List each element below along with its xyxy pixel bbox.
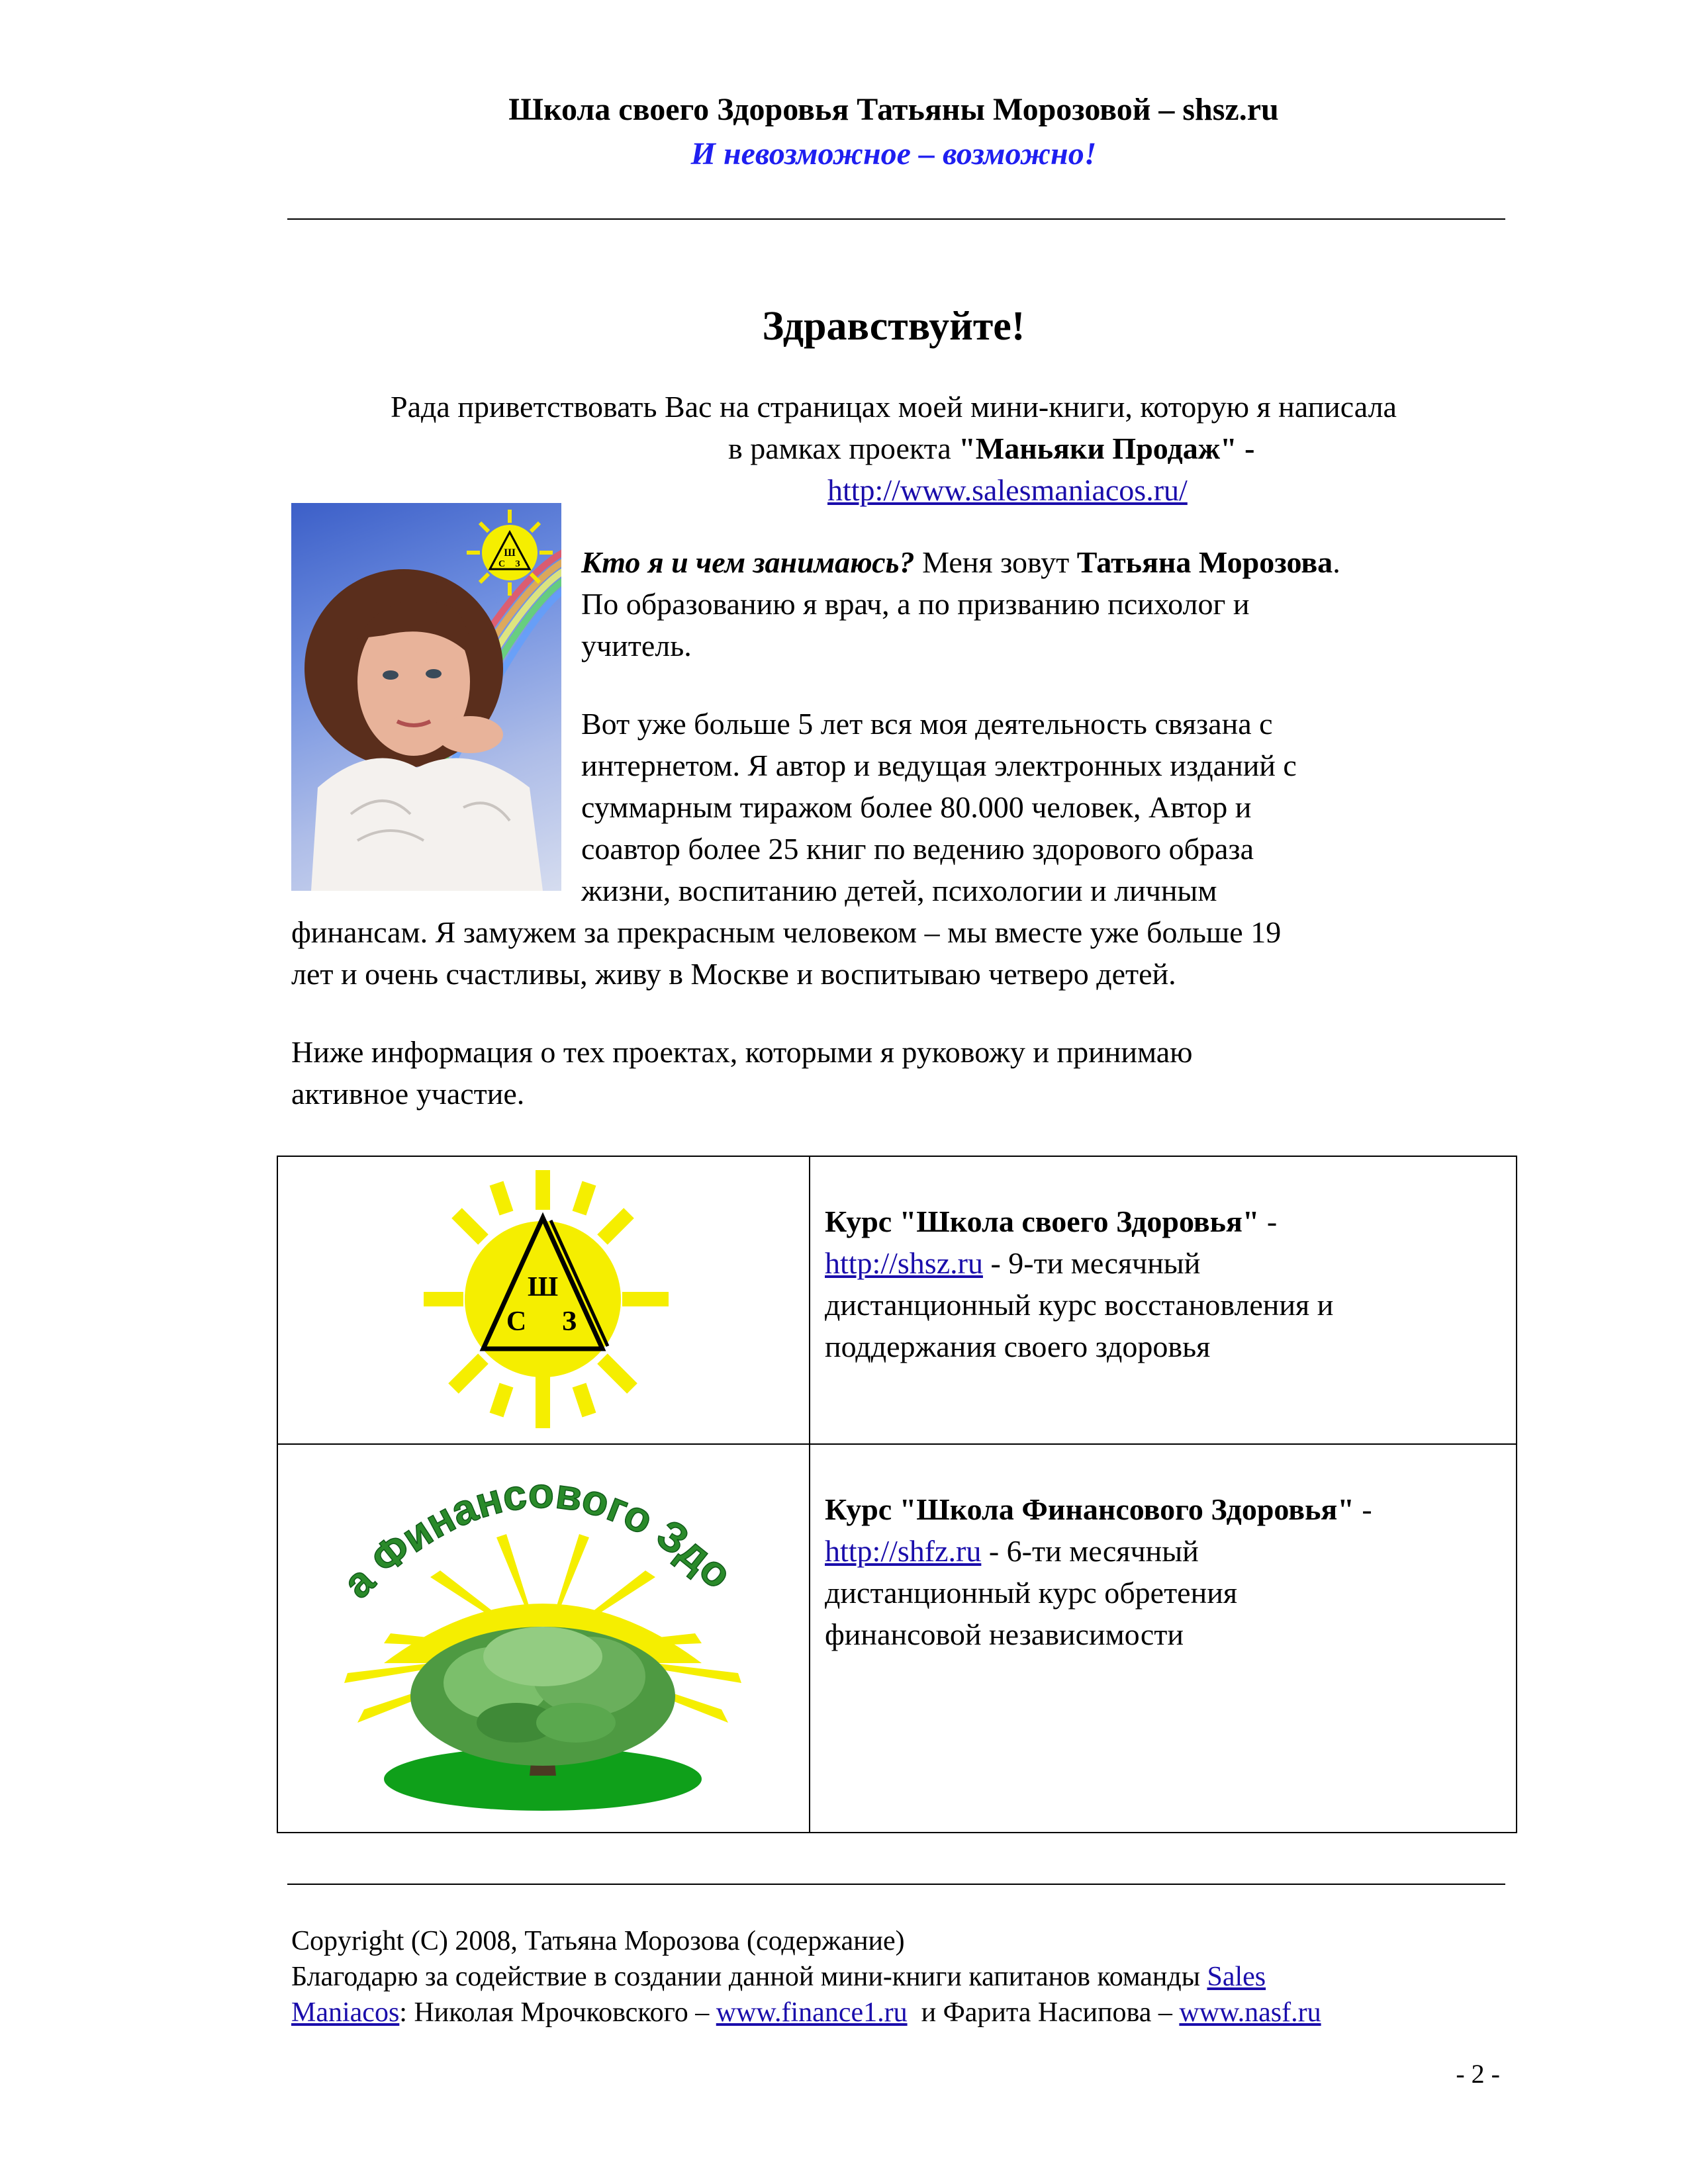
bio-line-4: соавтор более 25 книг по ведению здорового образа <box>581 832 1254 866</box>
shsz-description: Курс "Школа своего Здоровья" - http://shsz.ru - 9-ти месячный дистанционный курс восстановления и поддержания своего здоровья <box>825 1205 1334 1363</box>
shsz-letter-1: Ш <box>527 1272 559 1302</box>
small-sun-letter-1: Ш <box>504 547 516 559</box>
shfz-arc-text: а Финансового Здо <box>333 1469 742 1608</box>
salesmaniacos-link[interactable]: http://www.salesmaniacos.ru/ <box>827 473 1188 507</box>
sales-maniacos-link[interactable]: Sales <box>1207 1962 1266 1992</box>
footer-thanks-line-2: Maniacos: Николая Мрочковского – www.finance1.ru и Фарита Насипова – www.nasf.ru <box>291 1997 1321 2028</box>
shfz-logo <box>278 1445 809 1829</box>
projects-intro-line-1: Ниже информация о тех проектах, которыми я руковожу и принимаю <box>291 1035 1193 1069</box>
author-photo-image <box>291 503 561 891</box>
finance1-link[interactable]: www.finance1.ru <box>716 1997 908 2028</box>
author-photo <box>291 503 561 891</box>
bio-line-5: жизни, воспитанию детей, психологии и личным <box>581 874 1217 907</box>
bio-line-7: лет и очень счастливы, живу в Москве и воспитываю четверо детей. <box>291 957 1176 991</box>
header-slogan: И невозможное – возможно! <box>690 136 1097 171</box>
projects-table <box>277 1156 1517 1833</box>
about-line-2: учитель. <box>581 629 692 662</box>
shsz-sun-logo <box>278 1157 809 1440</box>
nasf-link[interactable]: www.nasf.ru <box>1179 1997 1321 2028</box>
projects-intro-line-2: активное участие. <box>291 1077 525 1111</box>
shfz-description: Курс "Школа Финансового Здоровья" - http://shfz.ru - 6-ти месячный дистанционный курс обретения финансовой независимости <box>825 1492 1372 1651</box>
about-intro: Кто я и чем занимаюсь? Меня зовут Татьяна Морозова. <box>581 545 1340 579</box>
page-number: - 2 - <box>1456 2059 1500 2089</box>
shsz-description-cell <box>810 1156 1517 1444</box>
bio-line-2: интернетом. Я автор и ведущая электронных изданий с <box>581 749 1297 782</box>
small-sun-letter-2: С <box>498 559 506 569</box>
small-sun-letter-3: З <box>515 559 520 569</box>
project-row-shfz <box>277 1444 1517 1833</box>
intro-line-2: в рамках проекта "Маньяки Продаж" - <box>728 432 1255 465</box>
shsz-logo-cell <box>277 1156 810 1444</box>
sales-maniacos-link-continued[interactable]: Maniacos <box>291 1997 400 2028</box>
bio-line-3: суммарным тиражом более 80.000 человек, Автор и <box>581 790 1252 824</box>
shsz-course-title: Курс "Школа своего Здоровья" <box>825 1205 1260 1238</box>
project-row-shsz <box>277 1156 1517 1444</box>
shfz-course-title: Курс "Школа Финансового Здоровья" <box>825 1492 1354 1526</box>
shfz-logo-cell <box>277 1444 810 1833</box>
shsz-link[interactable]: http://shsz.ru <box>825 1246 983 1280</box>
shsz-letter-3: З <box>561 1306 577 1337</box>
bio-line-1: Вот уже больше 5 лет вся моя деятельность связана с <box>581 707 1273 741</box>
shfz-link[interactable]: http://shfz.ru <box>825 1534 982 1568</box>
about-line-1: По образованию я врач, а по призванию психолог и <box>581 587 1250 621</box>
header-title: Школа своего Здоровья Татьяны Морозовой – shsz.ru <box>508 92 1279 127</box>
shsz-letter-2: С <box>506 1306 527 1337</box>
intro-line-1: Рада приветствовать Вас на страницах моей мини-книги, которую я написала <box>391 390 1397 424</box>
bio-line-6: финансам. Я замужем за прекрасным человеком – мы вместе уже больше 19 <box>291 915 1282 949</box>
page-title: Здравствуйте! <box>762 304 1025 349</box>
shfz-description-cell <box>810 1444 1517 1833</box>
header-divider <box>287 218 1505 220</box>
footer-divider <box>287 1884 1505 1885</box>
footer-thanks-line-1: Благодарю за содействие в создании данной мини-книги капитанов команды Sales <box>291 1962 1266 1992</box>
footer-copyright: Copyright (C) 2008, Татьяна Морозова (содержание) <box>291 1926 905 1956</box>
